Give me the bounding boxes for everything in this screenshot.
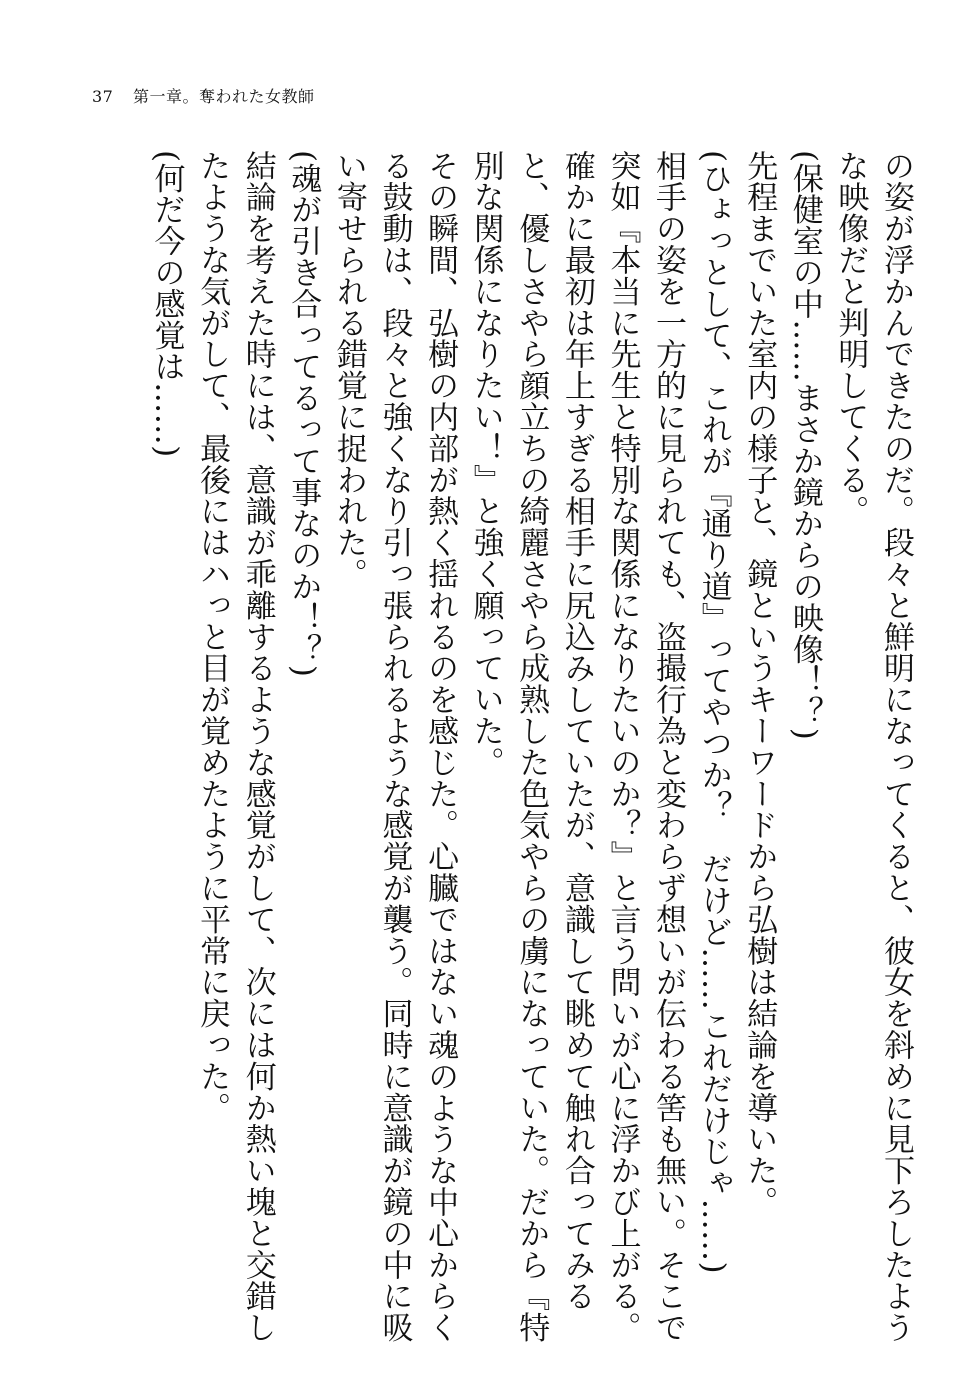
paragraph: (何だ今の感覚は……) <box>148 150 185 458</box>
chapter-title: 第一章。奪われた女教師 <box>132 87 315 106</box>
paragraph: (ひょっとして、これが『通り道』ってやつか？ だけど……これだけじゃ……) <box>695 150 732 1274</box>
paragraph: 確かに最初は年上すぎる相手に尻込みしていたが、意識して眺めて触れ合ってみると、優しさやら顔立ちの綺麗さやら成熟した色気やらの虜になっていた。だから『特別な関係になりたい！』と強く願っていた。 <box>467 150 595 1344</box>
paragraph: の姿が浮かんできたのだ。段々と鮮明になってくると、彼女を斜めに見下ろしたような映像だと判明してくる。 <box>832 150 914 1344</box>
running-header <box>92 84 314 107</box>
body-text <box>108 150 918 1360</box>
paragraph: (保健室の中……まさか鏡からの映像！？) <box>786 150 823 741</box>
paragraph: 相手の姿を一方的に見られても、盗撮行為と変わらず想いが伝わる筈も無い。そこで突如『本当に先生と特別な関係になりたいのか？』と言う問いが心に浮かび上がる。 <box>604 150 687 1344</box>
paragraph: (魂が引き合ってるって事なのか！？) <box>285 150 322 678</box>
page-number: 37 <box>92 87 114 106</box>
paragraph: その瞬間、弘樹の内部が熱く揺れるのを感じた。心臓ではない魂のような中心からくる鼓動は、段々と強くなり引っ張られるような感覚が襲う。同時に意識が鏡の中に吸い寄せられる錯覚に捉われた。 <box>330 150 459 1344</box>
paragraph: 結論を考えた時には、意識が乖離するような感覚がして、次には何か熱い塊と交錯したような気がして、最後にはハっと目が覚めたように平常に戻った。 <box>194 150 276 1344</box>
paragraph: 先程までいた室内の様子と、鏡というキーワードから弘樹は結論を導いた。 <box>741 150 778 1218</box>
